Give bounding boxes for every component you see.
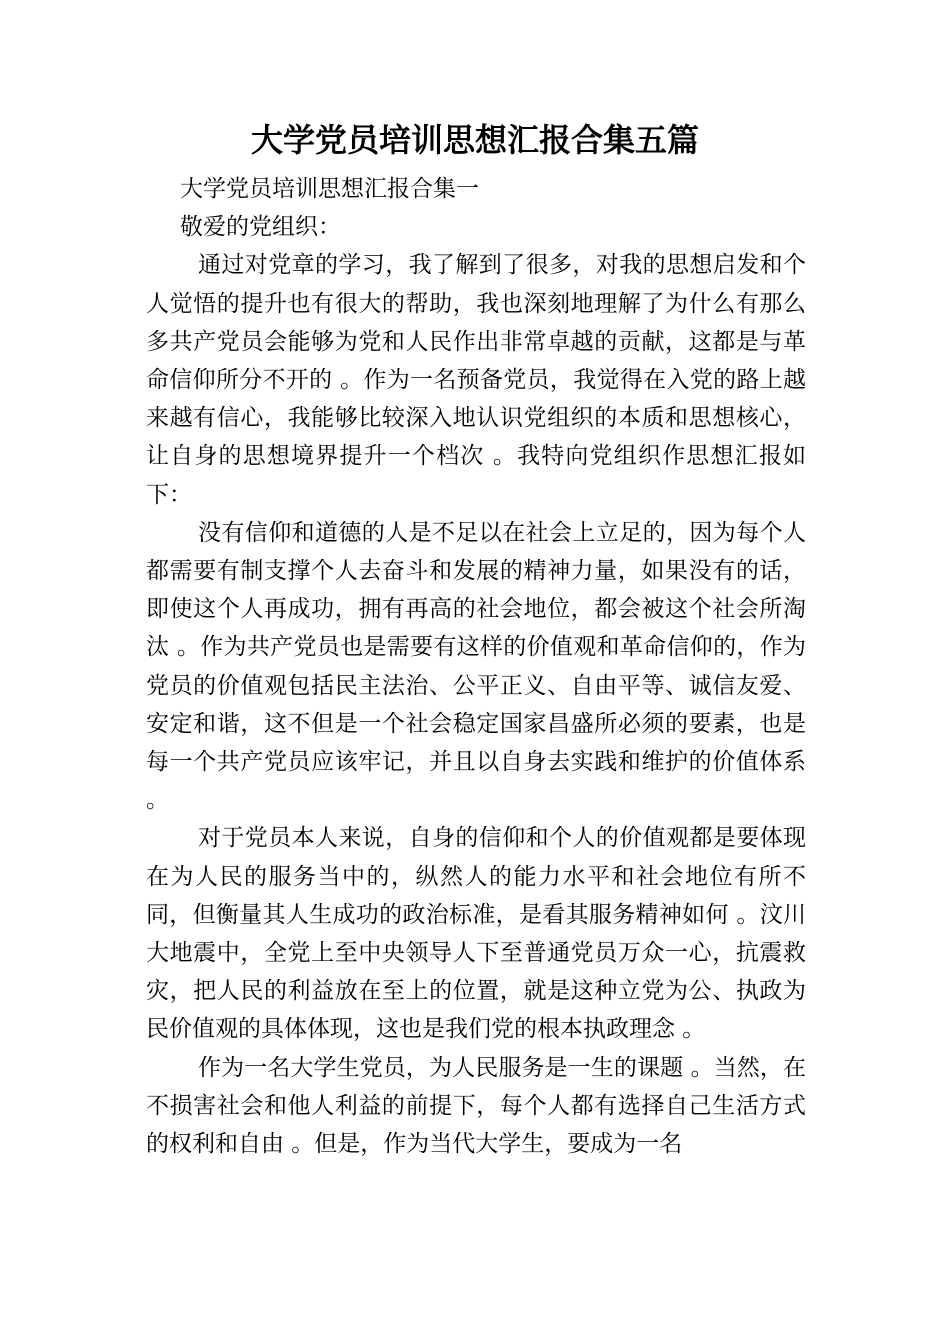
paragraph: 作为一名大学生党员，为人民服务是一生的课题 。当然，在不损害社会和他人利益的前提下，每个人都有选择自己生活方式的权利和自由 。但是，作为当代大学生，要成为一名 — [146, 1054, 806, 1158]
document-body — [146, 170, 806, 1163]
document-subtitle: 大学党员培训思想汇报合集一 — [180, 176, 479, 202]
document-title: 大学党员培训思想汇报合集五篇 — [250, 121, 699, 159]
salutation: 敬爱的党组织： — [180, 214, 341, 241]
paragraph: 通过对党章的学习，我了解到了很多，对我的思想启发和个人觉悟的提升也有很大的帮助，我也深刻地理解了为什么有那么多共产党员会能够为党和人民作出非常卓越的贡献，这都是与革命信仰所分不开的 。作为一名预备党员，我觉得在入党的路上越来越有信心，我能够比较深入地认识党组织的本质和思想核心，让自身的思想境界提升一个档次 。我特向党组织作思想汇报如下： — [146, 252, 806, 508]
paragraph: 对于党员本人来说，自身的信仰和个人的价值观都是要体现在为人民的服务当中的，纵然人的能力水平和社会地位有所不同，但衡量其人生成功的政治标准，是看其服务精神如何 。汶川大地震中，全党上至中央领导人下至普通党员万众一心，抗震救灾，把人民的利益放在至上的位置，就是这种立党为公、执政为民价值观的具体体现，这也是我们党的根本执政理念 。 — [146, 825, 806, 1043]
paragraph: 没有信仰和道德的人是不足以在社会上立足的，因为每个人都需要有制支撑个人去奋斗和发展的精神力量，如果没有的话，即使这个人再成功，拥有再高的社会地位，都会被这个社会所淘汰 。作为共产党员也是需要有这样的价值观和革命信仰的，作为党员的价值观包括民主法治、公平正义、自由平等、诚信友爱、安定和谐，这不但是一个社会稳定国家昌盛所必须的要素，也是每一个共产党员应该牢记，并且以自身去实践和维护的价值体系 。 — [146, 519, 806, 814]
